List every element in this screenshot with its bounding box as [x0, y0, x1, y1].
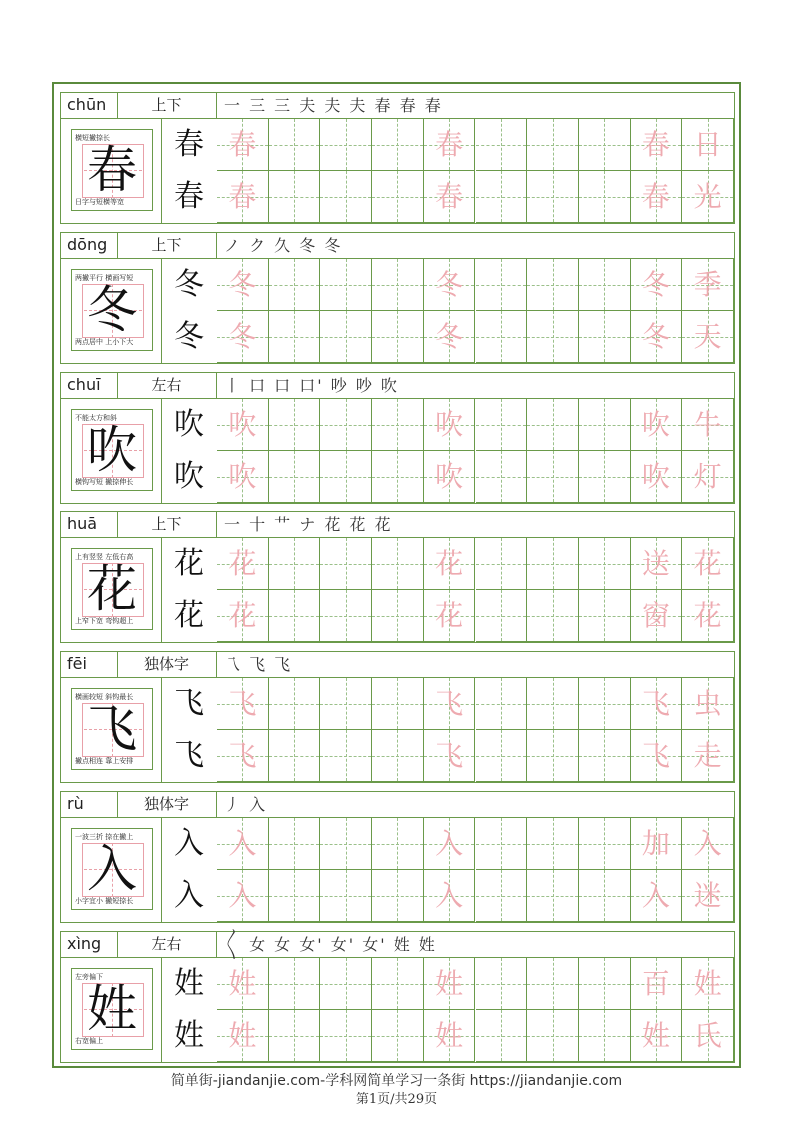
practice-cell[interactable] — [631, 958, 683, 1010]
practice-cell[interactable] — [320, 451, 372, 503]
practice-cell[interactable] — [424, 119, 476, 171]
trace-character: 姓 — [435, 967, 464, 1000]
practice-cell[interactable] — [424, 259, 476, 311]
trace-character: 吹 — [641, 408, 670, 441]
practice-cell[interactable] — [320, 818, 372, 870]
practice-cell[interactable] — [269, 958, 321, 1010]
trace-character: 入 — [693, 827, 722, 860]
practice-grid — [217, 818, 734, 922]
practice-cell[interactable] — [372, 399, 424, 451]
demo-character: 吹 — [174, 459, 204, 494]
stroke-order: 一 三 三 夫 夫 夫 春 春 春 — [224, 96, 443, 115]
trace-character: 虫 — [693, 687, 722, 720]
trace-character: 牛 — [693, 408, 722, 441]
practice-cell[interactable] — [476, 171, 528, 223]
demo-character: 入 — [174, 826, 204, 861]
practice-cell[interactable] — [424, 171, 476, 223]
practice-cell[interactable] — [372, 119, 424, 171]
practice-cell[interactable] — [527, 259, 579, 311]
block-header — [61, 932, 734, 958]
model-character-box — [71, 129, 153, 211]
block-header — [61, 93, 734, 119]
practice-cell[interactable] — [269, 730, 321, 782]
practice-grid — [217, 119, 734, 223]
trace-character: 天 — [693, 320, 722, 353]
trace-character: 飞 — [228, 687, 257, 720]
practice-cell[interactable] — [631, 538, 683, 590]
stroke-order: 乁 飞 飞 — [224, 655, 293, 674]
practice-cell[interactable] — [217, 311, 269, 363]
practice-cell[interactable] — [579, 119, 631, 171]
practice-cell[interactable] — [217, 259, 269, 311]
practice-cell[interactable] — [682, 538, 734, 590]
practice-grid — [217, 538, 734, 642]
structure-label: 独体字 — [117, 792, 217, 817]
practice-cell[interactable] — [631, 399, 683, 451]
practice-cell[interactable] — [372, 818, 424, 870]
practice-cell[interactable] — [424, 818, 476, 870]
trace-character: 入 — [641, 879, 670, 912]
pinyin: rù — [67, 794, 84, 813]
practice-cell[interactable] — [579, 818, 631, 870]
practice-cell[interactable] — [269, 1010, 321, 1062]
practice-cell[interactable] — [217, 590, 269, 642]
structure-label: 上下 — [117, 233, 217, 258]
practice-cell[interactable] — [320, 590, 372, 642]
trace-character: 姓 — [228, 1019, 257, 1052]
model-character-box — [71, 548, 153, 630]
tip-top: 上有竖竖 左低右高 — [75, 553, 134, 561]
structure-label: 左右 — [117, 932, 217, 957]
practice-cell[interactable] — [424, 870, 476, 922]
practice-cell[interactable] — [476, 119, 528, 171]
practice-cell[interactable] — [217, 678, 269, 730]
practice-cell[interactable] — [579, 590, 631, 642]
trace-character: 冬 — [228, 268, 257, 301]
practice-cell[interactable] — [682, 818, 734, 870]
practice-cell[interactable] — [682, 451, 734, 503]
practice-cell[interactable] — [476, 259, 528, 311]
stroke-order: 丨 口 口 口' 吵 吵 吹 — [224, 376, 399, 395]
practice-cell[interactable] — [527, 958, 579, 1010]
practice-cell[interactable] — [424, 730, 476, 782]
trace-character: 春 — [435, 180, 464, 213]
block-header — [61, 233, 734, 259]
trace-character: 加 — [641, 827, 670, 860]
practice-cell[interactable] — [424, 958, 476, 1010]
practice-cell[interactable] — [372, 730, 424, 782]
practice-cell[interactable] — [424, 678, 476, 730]
trace-character: 春 — [228, 128, 257, 161]
practice-cell[interactable] — [682, 171, 734, 223]
practice-block — [60, 791, 735, 923]
practice-cell[interactable] — [320, 311, 372, 363]
trace-character: 春 — [641, 180, 670, 213]
practice-cell[interactable] — [217, 870, 269, 922]
practice-cell[interactable] — [269, 678, 321, 730]
practice-cell[interactable] — [527, 818, 579, 870]
tip-top: 两撇平行 横画写短 — [75, 274, 134, 282]
footer-page-number: 第1页/共29页 — [355, 1092, 438, 1107]
practice-cell[interactable] — [269, 171, 321, 223]
model-character: 冬 — [87, 281, 137, 339]
practice-cell[interactable] — [579, 259, 631, 311]
practice-cell[interactable] — [372, 1010, 424, 1062]
practice-cell[interactable] — [476, 678, 528, 730]
practice-cell[interactable] — [320, 870, 372, 922]
practice-cell[interactable] — [682, 590, 734, 642]
practice-cell[interactable] — [217, 538, 269, 590]
practice-cell[interactable] — [269, 538, 321, 590]
trace-character: 花 — [693, 599, 722, 632]
practice-cell[interactable] — [579, 870, 631, 922]
demo-character: 春 — [174, 179, 204, 214]
block-header — [61, 512, 734, 538]
demo-character: 姓 — [174, 966, 204, 1001]
demo-character: 花 — [174, 546, 204, 581]
practice-cell[interactable] — [320, 958, 372, 1010]
practice-cell[interactable] — [631, 311, 683, 363]
practice-cell[interactable] — [631, 171, 683, 223]
practice-cell[interactable] — [527, 538, 579, 590]
practice-cell[interactable] — [476, 958, 528, 1010]
practice-block — [60, 92, 735, 224]
pinyin-box — [61, 512, 118, 537]
demo-character: 冬 — [174, 319, 204, 354]
stroke-order: 〱 女 女 女' 女' 女' 姓 姓 — [224, 935, 437, 954]
practice-cell[interactable] — [372, 958, 424, 1010]
demo-character: 春 — [174, 127, 204, 162]
practice-cell[interactable] — [217, 818, 269, 870]
model-character: 飞 — [87, 700, 137, 758]
practice-cell[interactable] — [682, 1010, 734, 1062]
practice-cell[interactable] — [527, 451, 579, 503]
practice-cell[interactable] — [682, 870, 734, 922]
trace-character: 姓 — [228, 967, 257, 1000]
pinyin-box — [61, 233, 118, 258]
practice-cell[interactable] — [269, 818, 321, 870]
practice-cell[interactable] — [217, 451, 269, 503]
practice-cell[interactable] — [372, 538, 424, 590]
practice-cell[interactable] — [631, 678, 683, 730]
practice-cell[interactable] — [217, 958, 269, 1010]
trace-character: 吹 — [435, 460, 464, 493]
practice-cell[interactable] — [320, 171, 372, 223]
pinyin: fēi — [67, 654, 87, 673]
practice-cell[interactable] — [527, 119, 579, 171]
practice-cell[interactable] — [372, 678, 424, 730]
trace-character: 季 — [693, 268, 722, 301]
practice-block — [60, 511, 735, 643]
practice-cell[interactable] — [320, 1010, 372, 1062]
practice-cell[interactable] — [217, 1010, 269, 1062]
demo-character: 飞 — [174, 686, 204, 721]
practice-cell[interactable] — [372, 870, 424, 922]
practice-cell[interactable] — [682, 119, 734, 171]
model-character-box — [71, 968, 153, 1050]
pinyin: huā — [67, 514, 98, 533]
trace-character: 吹 — [228, 460, 257, 493]
practice-cell[interactable] — [269, 590, 321, 642]
tip-bottom: 日字与短横等宽 — [75, 198, 124, 206]
block-header — [61, 652, 734, 678]
practice-cell[interactable] — [579, 399, 631, 451]
practice-grid — [217, 958, 734, 1062]
trace-character: 吹 — [641, 460, 670, 493]
model-character: 吹 — [87, 421, 137, 479]
trace-character: 飞 — [641, 739, 670, 772]
practice-cell[interactable] — [269, 259, 321, 311]
model-character: 入 — [87, 840, 137, 898]
tip-bottom: 小字宜小 撇短捺长 — [75, 897, 134, 905]
trace-character: 冬 — [228, 320, 257, 353]
practice-cell[interactable] — [217, 171, 269, 223]
model-character: 花 — [87, 560, 137, 618]
trace-character: 光 — [693, 180, 722, 213]
practice-cell[interactable] — [631, 1010, 683, 1062]
practice-cell[interactable] — [682, 678, 734, 730]
practice-cell[interactable] — [682, 399, 734, 451]
trace-character: 春 — [435, 128, 464, 161]
structure-label: 上下 — [117, 512, 217, 537]
trace-character: 日 — [693, 128, 722, 161]
tip-top: 一波三折 捺在撇上 — [75, 833, 134, 841]
tip-bottom: 横钩写短 撇捺伸长 — [75, 478, 134, 486]
trace-character: 飞 — [435, 739, 464, 772]
tip-bottom: 两点居中 上小下大 — [75, 338, 134, 346]
demo-character: 冬 — [174, 267, 204, 302]
practice-cell[interactable] — [631, 818, 683, 870]
trace-character: 窗 — [641, 599, 670, 632]
practice-cell[interactable] — [320, 399, 372, 451]
pinyin-box — [61, 373, 118, 398]
practice-cell[interactable] — [372, 311, 424, 363]
practice-cell[interactable] — [424, 538, 476, 590]
practice-cell[interactable] — [424, 590, 476, 642]
practice-cell[interactable] — [527, 311, 579, 363]
practice-cell[interactable] — [476, 538, 528, 590]
pinyin-box — [61, 652, 118, 677]
practice-cell[interactable] — [320, 678, 372, 730]
practice-cell[interactable] — [424, 399, 476, 451]
practice-cell[interactable] — [320, 119, 372, 171]
trace-character: 入 — [435, 879, 464, 912]
practice-cell[interactable] — [217, 730, 269, 782]
trace-character: 花 — [435, 547, 464, 580]
practice-block — [60, 372, 735, 504]
trace-character: 冬 — [641, 268, 670, 301]
model-character-box — [71, 409, 153, 491]
practice-cell[interactable] — [527, 678, 579, 730]
practice-cell[interactable] — [631, 259, 683, 311]
trace-character: 飞 — [435, 687, 464, 720]
practice-cell[interactable] — [269, 870, 321, 922]
tip-top: 横短撇捺长 — [75, 134, 110, 142]
practice-cell[interactable] — [269, 451, 321, 503]
trace-character: 灯 — [693, 460, 722, 493]
practice-cell[interactable] — [269, 311, 321, 363]
practice-cell[interactable] — [527, 1010, 579, 1062]
practice-cell[interactable] — [372, 590, 424, 642]
practice-cell[interactable] — [372, 259, 424, 311]
trace-character: 花 — [228, 599, 257, 632]
demo-character: 飞 — [174, 738, 204, 773]
trace-character: 春 — [641, 128, 670, 161]
practice-cell[interactable] — [527, 171, 579, 223]
practice-cell[interactable] — [579, 678, 631, 730]
demo-character: 吹 — [174, 407, 204, 442]
practice-cell[interactable] — [579, 171, 631, 223]
practice-cell[interactable] — [631, 730, 683, 782]
practice-cell[interactable] — [527, 590, 579, 642]
pinyin-box — [61, 792, 118, 817]
pinyin-box — [61, 932, 118, 957]
structure-label: 左右 — [117, 373, 217, 398]
practice-cell[interactable] — [682, 730, 734, 782]
trace-character: 飞 — [228, 739, 257, 772]
trace-character: 吹 — [435, 408, 464, 441]
practice-grid — [217, 399, 734, 503]
pinyin: chūn — [67, 95, 107, 114]
practice-grid — [217, 678, 734, 782]
trace-character: 百 — [641, 967, 670, 1000]
practice-cell[interactable] — [682, 311, 734, 363]
structure-label: 独体字 — [117, 652, 217, 677]
practice-cell[interactable] — [320, 259, 372, 311]
structure-label: 上下 — [117, 93, 217, 118]
practice-cell[interactable] — [476, 311, 528, 363]
practice-cell[interactable] — [476, 730, 528, 782]
demo-character: 入 — [174, 878, 204, 913]
practice-cell[interactable] — [682, 958, 734, 1010]
trace-character: 花 — [228, 547, 257, 580]
trace-character: 送 — [641, 547, 670, 580]
trace-character: 花 — [693, 547, 722, 580]
block-header — [61, 373, 734, 399]
trace-character: 入 — [228, 879, 257, 912]
practice-cell[interactable] — [476, 451, 528, 503]
practice-cell[interactable] — [631, 590, 683, 642]
practice-cell[interactable] — [476, 590, 528, 642]
practice-cell[interactable] — [527, 870, 579, 922]
trace-character: 姓 — [435, 1019, 464, 1052]
practice-cell[interactable] — [269, 399, 321, 451]
stroke-order: 丿 入 — [224, 795, 268, 814]
practice-block — [60, 651, 735, 783]
tip-top: 不能太方和斜 — [75, 414, 117, 422]
trace-character: 姓 — [693, 967, 722, 1000]
practice-cell[interactable] — [476, 1010, 528, 1062]
trace-character: 入 — [228, 827, 257, 860]
practice-cell[interactable] — [320, 538, 372, 590]
practice-cell[interactable] — [527, 399, 579, 451]
pinyin: dōng — [67, 235, 108, 254]
demo-character: 姓 — [174, 1018, 204, 1053]
trace-character: 入 — [435, 827, 464, 860]
trace-character: 冬 — [435, 268, 464, 301]
trace-character: 冬 — [641, 320, 670, 353]
trace-character: 氏 — [693, 1019, 722, 1052]
trace-character: 姓 — [641, 1019, 670, 1052]
stroke-order: 一 十 艹 ナ 花 花 花 — [224, 515, 393, 534]
practice-cell[interactable] — [424, 451, 476, 503]
practice-cell[interactable] — [372, 451, 424, 503]
tip-top: 左旁偏下 — [75, 973, 103, 981]
trace-character: 迷 — [693, 879, 722, 912]
tip-top: 横画较短 斜钩最长 — [75, 693, 134, 701]
stroke-order: ノ ク 久 冬 冬 — [224, 236, 343, 255]
practice-cell[interactable] — [631, 119, 683, 171]
model-character-box — [71, 828, 153, 910]
practice-cell[interactable] — [320, 730, 372, 782]
practice-grid — [217, 259, 734, 363]
model-character: 春 — [87, 141, 137, 199]
footer-site-line: 简单街-jiandanjie.com-学科网简单学习一条街 https://jiandanjie.com — [170, 1073, 623, 1089]
practice-cell[interactable] — [579, 451, 631, 503]
trace-character: 花 — [435, 599, 464, 632]
practice-cell[interactable] — [424, 1010, 476, 1062]
practice-cell[interactable] — [476, 818, 528, 870]
block-header — [61, 792, 734, 818]
practice-cell[interactable] — [682, 259, 734, 311]
practice-cell[interactable] — [476, 399, 528, 451]
trace-character: 飞 — [641, 687, 670, 720]
tip-bottom: 撇点相连 靠上安排 — [75, 757, 134, 765]
trace-character: 走 — [693, 739, 722, 772]
practice-cell[interactable] — [579, 538, 631, 590]
demo-character: 花 — [174, 598, 204, 633]
practice-cell[interactable] — [579, 1010, 631, 1062]
practice-cell[interactable] — [269, 119, 321, 171]
practice-cell[interactable] — [579, 311, 631, 363]
practice-cell[interactable] — [579, 958, 631, 1010]
model-character: 姓 — [87, 980, 137, 1038]
practice-cell[interactable] — [217, 399, 269, 451]
practice-block — [60, 232, 735, 364]
tip-bottom: 右宽偏上 — [75, 1037, 103, 1045]
practice-cell[interactable] — [631, 451, 683, 503]
model-character-box — [71, 269, 153, 351]
pinyin: xìng — [67, 934, 102, 953]
practice-cell[interactable] — [527, 730, 579, 782]
practice-cell[interactable] — [476, 870, 528, 922]
practice-cell[interactable] — [579, 730, 631, 782]
model-character-box — [71, 688, 153, 770]
practice-block — [60, 931, 735, 1063]
trace-character: 吹 — [228, 408, 257, 441]
trace-character: 春 — [228, 180, 257, 213]
practice-cell[interactable] — [631, 870, 683, 922]
practice-cell[interactable] — [217, 119, 269, 171]
trace-character: 冬 — [435, 320, 464, 353]
practice-cell[interactable] — [372, 171, 424, 223]
practice-cell[interactable] — [424, 311, 476, 363]
pinyin: chuī — [67, 375, 101, 394]
pinyin-box — [61, 93, 118, 118]
tip-bottom: 上窄下宽 弯钩超上 — [75, 617, 134, 625]
